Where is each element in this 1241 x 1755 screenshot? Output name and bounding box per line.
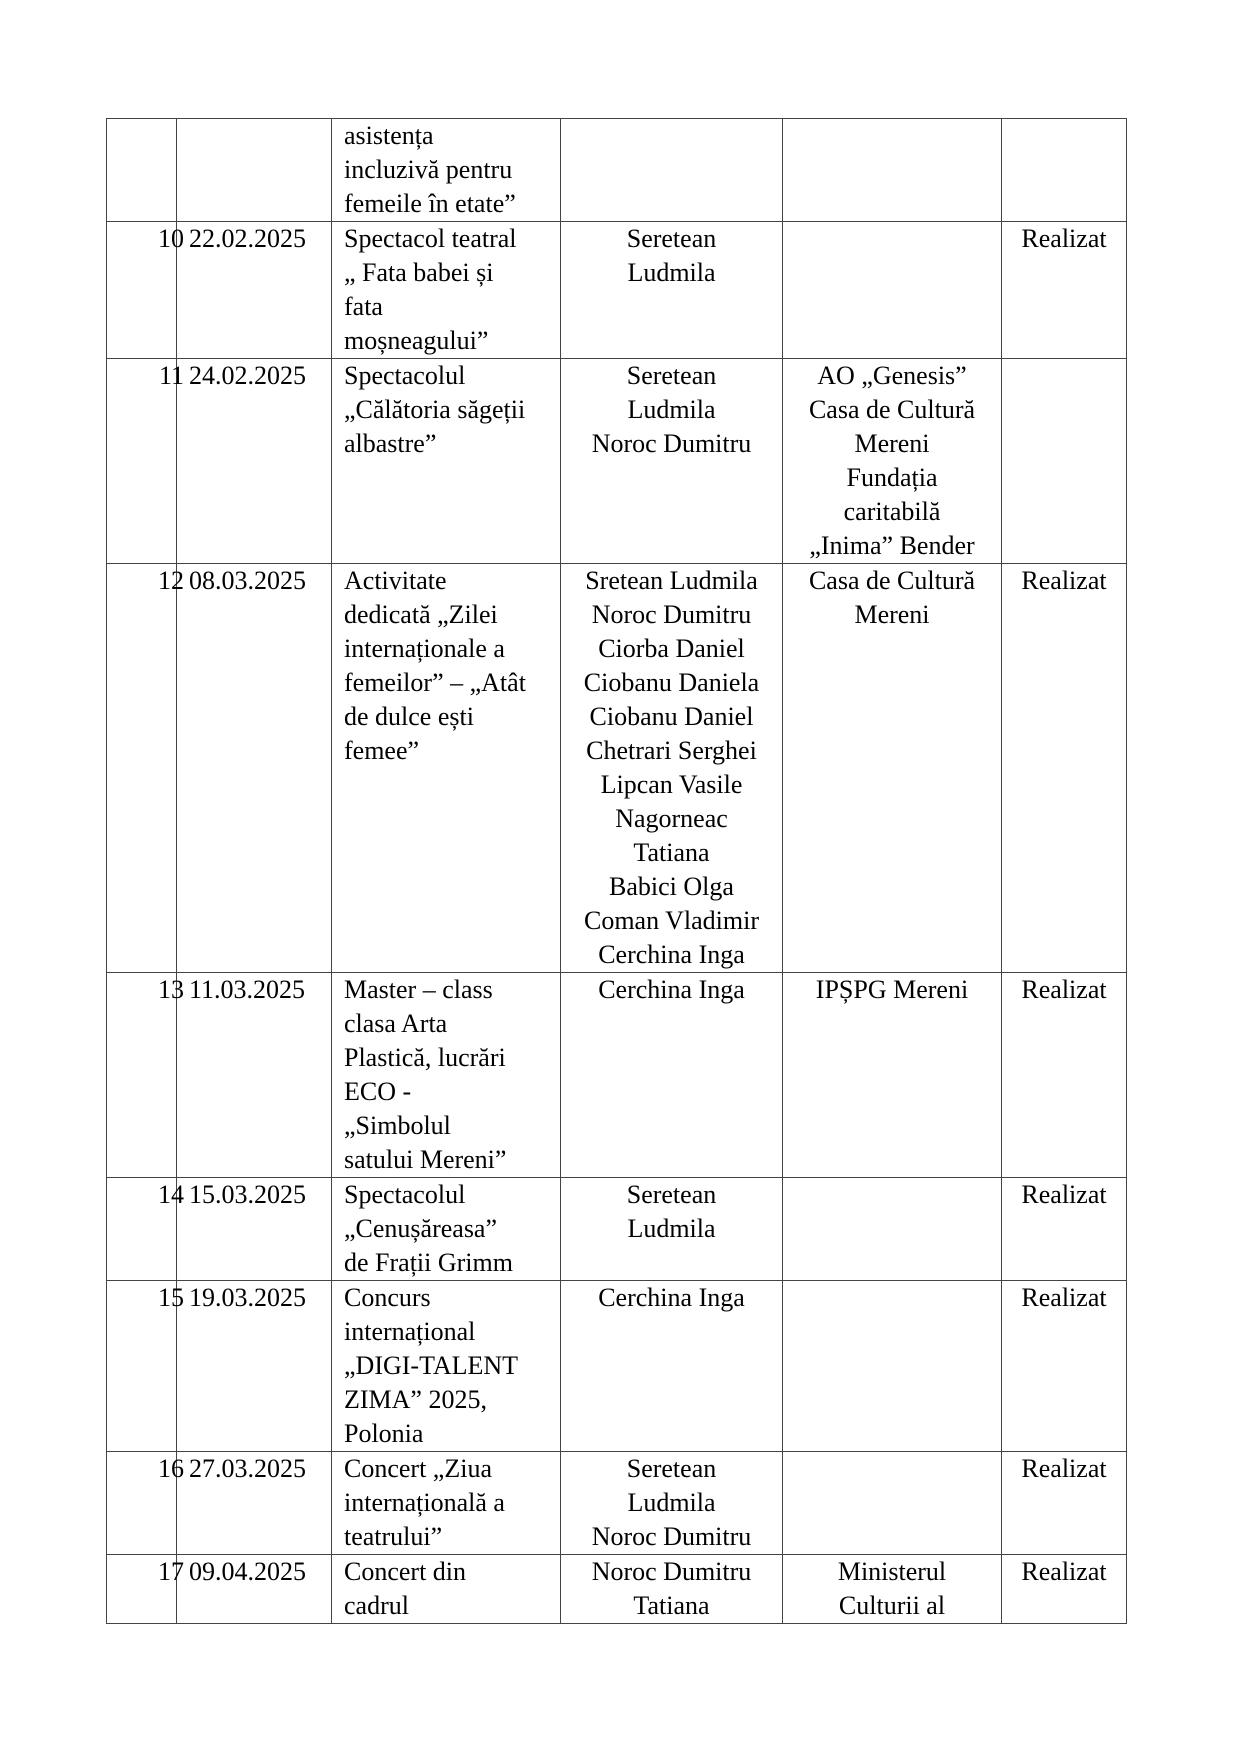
row-number-cell bbox=[107, 1452, 184, 1555]
responsible-line: Noroc Dumitru bbox=[591, 429, 752, 458]
row-number: 12 bbox=[158, 566, 184, 595]
responsible-line: Ludmila bbox=[627, 1488, 716, 1517]
responsible-line: Cerchina Inga bbox=[598, 975, 745, 1004]
row-number: 17 bbox=[158, 1557, 184, 1586]
responsible-line: Seretean bbox=[626, 1454, 717, 1483]
status-cell bbox=[1002, 359, 1127, 564]
title-line: femeile în etate” bbox=[344, 189, 516, 218]
date-cell bbox=[177, 1555, 332, 1624]
row-number: 15 bbox=[158, 1283, 184, 1312]
responsible-line: Tatiana bbox=[633, 838, 710, 867]
date-cell bbox=[177, 222, 332, 359]
responsible-line: Ludmila bbox=[627, 395, 716, 424]
responsible-line: Cerchina Inga bbox=[598, 940, 745, 969]
responsible-line: Seretean bbox=[626, 1180, 717, 1209]
responsible-line: Noroc Dumitru bbox=[591, 1522, 752, 1551]
title-cell bbox=[332, 222, 561, 359]
partner-line: „Inima” Bender bbox=[809, 531, 975, 560]
partners-cell bbox=[783, 1178, 1002, 1281]
row-date: 27.03.2025 bbox=[189, 1454, 306, 1483]
responsible-line: Babici Olga bbox=[609, 872, 734, 901]
title-line: Polonia bbox=[344, 1419, 424, 1448]
title-line: moșneagului” bbox=[344, 326, 489, 355]
title-line: cadrul bbox=[344, 1591, 409, 1620]
date-cell bbox=[177, 1452, 332, 1555]
title-line: Activitate bbox=[344, 566, 447, 595]
partners-cell bbox=[783, 222, 1002, 359]
row-date: 22.02.2025 bbox=[189, 224, 306, 253]
title-line: ECO - bbox=[344, 1077, 412, 1106]
row-number: 10 bbox=[158, 224, 184, 253]
row-status: Realizat bbox=[1021, 975, 1107, 1004]
date-cell bbox=[177, 564, 332, 973]
title-line: fata bbox=[344, 292, 383, 321]
date-cell bbox=[177, 119, 332, 222]
responsible-cell bbox=[561, 564, 783, 973]
row-date: 09.04.2025 bbox=[189, 1557, 306, 1586]
title-cell bbox=[332, 1452, 561, 1555]
row-number-cell bbox=[107, 564, 184, 973]
date-cell bbox=[177, 1281, 332, 1452]
title-line: ZIMA” 2025, bbox=[344, 1385, 487, 1414]
row-number-cell bbox=[107, 1281, 184, 1452]
status-cell bbox=[1002, 564, 1127, 973]
title-line: Plastică, lucrări bbox=[344, 1043, 506, 1072]
title-line: „Simbolul bbox=[344, 1111, 451, 1140]
row-number-cell bbox=[107, 119, 177, 222]
responsible-cell bbox=[561, 1452, 783, 1555]
title-line: Master – class bbox=[344, 975, 493, 1004]
table-row bbox=[107, 1281, 1127, 1452]
status-cell bbox=[1002, 973, 1127, 1178]
partner-line: AO „Genesis” bbox=[817, 361, 967, 390]
responsible-cell bbox=[561, 1178, 783, 1281]
responsible-line: Ciorba Daniel bbox=[598, 634, 745, 663]
partners-cell bbox=[783, 1281, 1002, 1452]
table-row bbox=[107, 973, 1127, 1178]
status-cell bbox=[1002, 119, 1127, 222]
title-line: Concert din bbox=[344, 1557, 467, 1586]
title-line: femee” bbox=[344, 736, 420, 765]
title-line: teatrului” bbox=[344, 1522, 443, 1551]
responsible-line: Noroc Dumitru bbox=[591, 1557, 752, 1586]
title-cell bbox=[332, 1281, 561, 1452]
responsible-line: Lipcan Vasile bbox=[600, 770, 743, 799]
title-line: asistența bbox=[344, 121, 434, 150]
responsible-line: Coman Vladimir bbox=[583, 906, 759, 935]
title-cell bbox=[332, 1555, 561, 1624]
partners-cell bbox=[783, 973, 1002, 1178]
responsible-line: Nagorneac bbox=[615, 804, 728, 833]
row-number: 11 bbox=[158, 361, 184, 390]
row-date: 19.03.2025 bbox=[189, 1283, 306, 1312]
partner-line: Ministerul bbox=[837, 1557, 947, 1586]
title-cell bbox=[332, 359, 561, 564]
partner-line: Culturii al bbox=[838, 1591, 946, 1620]
partners-cell bbox=[783, 119, 1002, 222]
row-status: Realizat bbox=[1021, 224, 1107, 253]
responsible-line: Seretean bbox=[626, 224, 717, 253]
responsible-cell bbox=[561, 1281, 783, 1452]
table-row bbox=[107, 1178, 1127, 1281]
table-row bbox=[107, 1555, 1127, 1624]
title-line: incluzivă pentru bbox=[344, 155, 513, 184]
date-cell bbox=[177, 973, 332, 1178]
partners-cell bbox=[783, 564, 1002, 973]
date-cell bbox=[177, 1178, 332, 1281]
partner-line: Fundația bbox=[846, 463, 938, 492]
responsible-line: Noroc Dumitru bbox=[591, 600, 752, 629]
title-line: internațional bbox=[344, 1317, 476, 1346]
title-line: dedicată „Zilei bbox=[344, 600, 498, 629]
row-number-cell bbox=[107, 1178, 184, 1281]
responsible-line: Ludmila bbox=[627, 1214, 716, 1243]
title-line: albastre” bbox=[344, 429, 437, 458]
row-number: 14 bbox=[158, 1180, 184, 1209]
table-row bbox=[107, 359, 1127, 564]
row-status: Realizat bbox=[1021, 1454, 1107, 1483]
title-line: Concurs bbox=[344, 1283, 431, 1312]
responsible-line: Cerchina Inga bbox=[598, 1283, 745, 1312]
status-cell bbox=[1002, 1178, 1127, 1281]
partner-line: Mereni bbox=[854, 429, 930, 458]
title-cell bbox=[332, 564, 561, 973]
responsible-cell bbox=[561, 119, 783, 222]
table-row bbox=[107, 564, 1127, 973]
title-line: internațională a bbox=[344, 1488, 505, 1517]
table-row bbox=[107, 1452, 1127, 1555]
row-date: 15.03.2025 bbox=[189, 1180, 306, 1209]
row-number-cell bbox=[107, 222, 184, 359]
row-number: 16 bbox=[158, 1454, 184, 1483]
status-cell bbox=[1002, 222, 1127, 359]
row-date: 24.02.2025 bbox=[189, 361, 306, 390]
responsible-line: Seretean bbox=[626, 361, 717, 390]
title-cell bbox=[332, 973, 561, 1178]
responsible-line: Tatiana bbox=[633, 1591, 710, 1620]
table-row bbox=[107, 222, 1127, 359]
title-cell bbox=[332, 1178, 561, 1281]
title-line: „Cenușăreasa” bbox=[344, 1214, 498, 1243]
responsible-line: Ludmila bbox=[627, 258, 716, 287]
responsible-line: Ciobanu Daniela bbox=[583, 668, 760, 697]
row-status: Realizat bbox=[1021, 1557, 1107, 1586]
title-line: satului Mereni” bbox=[344, 1145, 507, 1174]
title-line: „Călătoria săgeții bbox=[344, 395, 526, 424]
partners-cell bbox=[783, 359, 1002, 564]
title-cell bbox=[332, 119, 561, 222]
responsible-cell bbox=[561, 222, 783, 359]
title-line: Spectacol teatral bbox=[344, 224, 517, 253]
table-row bbox=[107, 119, 1127, 222]
responsible-line: Chetrari Serghei bbox=[586, 736, 757, 765]
row-date: 08.03.2025 bbox=[189, 566, 306, 595]
partners-cell bbox=[783, 1452, 1002, 1555]
partner-line: Mereni bbox=[854, 600, 930, 629]
title-line: clasa Arta bbox=[344, 1009, 448, 1038]
row-number-cell bbox=[107, 973, 184, 1178]
date-cell bbox=[177, 359, 332, 564]
partner-line: Casa de Cultură bbox=[808, 566, 976, 595]
partner-line: caritabilă bbox=[843, 497, 941, 526]
responsible-line: Ciobanu Daniel bbox=[589, 702, 754, 731]
title-line: de dulce ești bbox=[344, 702, 474, 731]
table-body bbox=[107, 119, 1127, 1624]
status-cell bbox=[1002, 1555, 1127, 1624]
responsible-line: Sretean Ludmila bbox=[585, 566, 758, 595]
row-number-cell bbox=[107, 1555, 184, 1624]
responsible-cell bbox=[561, 359, 783, 564]
partner-line: IPȘPG Mereni bbox=[815, 975, 969, 1004]
status-cell bbox=[1002, 1281, 1127, 1452]
row-number: 13 bbox=[158, 975, 184, 1004]
title-line: internaționale a bbox=[344, 634, 505, 663]
title-line: Spectacolul bbox=[344, 361, 466, 390]
row-status: Realizat bbox=[1021, 566, 1107, 595]
activities-table bbox=[106, 118, 1127, 1624]
title-line: Concert „Ziua bbox=[344, 1454, 492, 1483]
partner-line: Casa de Cultură bbox=[808, 395, 976, 424]
status-cell bbox=[1002, 1452, 1127, 1555]
responsible-cell bbox=[561, 1555, 783, 1624]
title-line: de Frații Grimm bbox=[344, 1248, 513, 1277]
row-number-cell bbox=[107, 359, 184, 564]
title-line: „ Fata babei și bbox=[344, 258, 494, 287]
partners-cell bbox=[783, 1555, 1002, 1624]
title-line: „DIGI-TALENT bbox=[344, 1351, 519, 1380]
row-date: 11.03.2025 bbox=[189, 975, 306, 1004]
row-status: Realizat bbox=[1021, 1180, 1107, 1209]
title-line: Spectacolul bbox=[344, 1180, 466, 1209]
row-status: Realizat bbox=[1021, 1283, 1107, 1312]
title-line: femeilor” – „Atât bbox=[344, 668, 526, 697]
responsible-cell bbox=[561, 973, 783, 1178]
